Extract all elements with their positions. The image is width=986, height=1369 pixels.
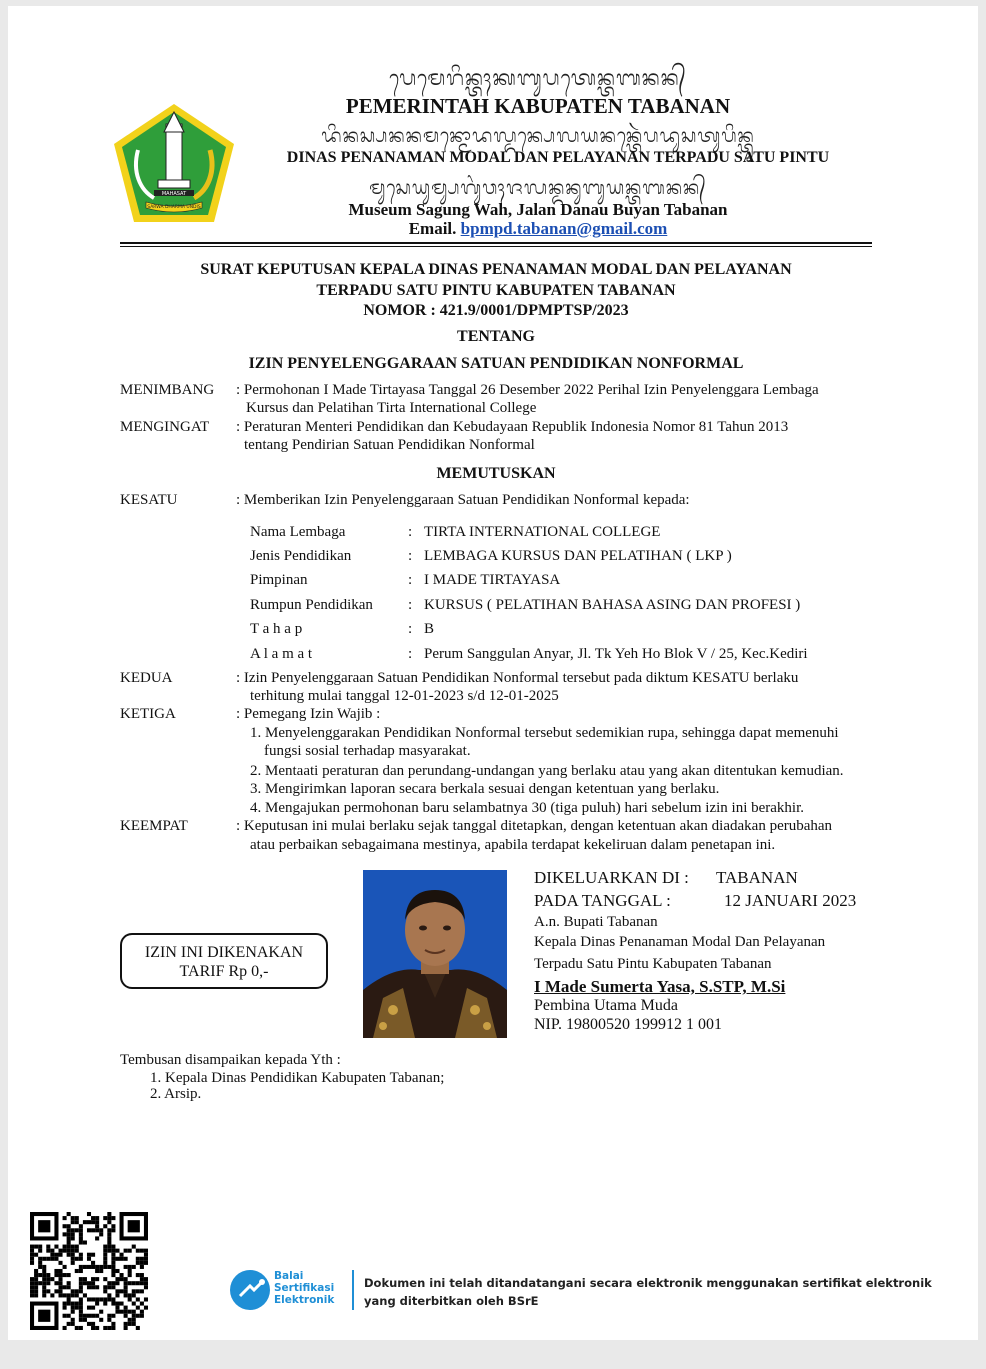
decree-number: NOMOR : 421.9/0001/DPMPTSP/2023 bbox=[363, 302, 629, 319]
esign-note-line-1: Dokumen ini telah ditandatangani secara elektronik menggunakan sertifikat elektronik bbox=[364, 1276, 932, 1290]
tarif-line-2: TARIF Rp 0,- bbox=[179, 963, 269, 980]
mengingat-text-1: : Peraturan Menteri Pendidikan dan Kebudayaan Republik Indonesia Nomor 81 Tahun 2013 bbox=[236, 419, 789, 435]
field-colon: : bbox=[408, 597, 413, 613]
bsre-wordmark-line: Sertifikasi bbox=[274, 1282, 335, 1294]
keempat-text-1: : Keputusan ini mulai berlaku sejak tanggal ditetapkan, dengan ketentuan akan diadakan perubahan bbox=[236, 818, 833, 834]
signer-name: I Made Sumerta Yasa, S.STP, M.Si bbox=[534, 977, 786, 996]
field-value: B bbox=[424, 621, 435, 637]
issued-date-label: PADA TANGGAL : bbox=[534, 891, 671, 910]
menimbang-text-1: : Permohonan I Made Tirtayasa Tanggal 26 Desember 2022 Perihal Izin Penyelenggara Lembaga bbox=[236, 382, 819, 398]
field-colon: : bbox=[408, 572, 413, 588]
obligation-item: 4. Mengajukan permohonan baru selambatnya 30 (tiga puluh) hari sebelum izin ini berakhir. bbox=[250, 800, 805, 816]
field-colon: : bbox=[408, 646, 413, 662]
field-value: LEMBAGA KURSUS DAN PELATIHAN ( LKP ) bbox=[424, 548, 732, 564]
tentang-heading: TENTANG bbox=[457, 328, 535, 345]
signer-position-1: Kepala Dinas Penanaman Modal Dan Pelayanan bbox=[534, 934, 826, 950]
decree-title-line-1: SURAT KEPUTUSAN KEPALA DINAS PENANAMAN MODAL DAN PELAYANAN bbox=[200, 261, 792, 278]
signer-rank: Pembina Utama Muda bbox=[534, 997, 678, 1014]
field-colon: : bbox=[408, 524, 413, 540]
kedua-text-1: : Izin Penyelenggaraan Satuan Pendidikan Nonformal tersebut pada diktum KESATU berlaku bbox=[236, 670, 799, 686]
issued-at-place: TABANAN bbox=[716, 868, 798, 887]
email-line bbox=[338, 219, 738, 239]
signer-nip: NIP. 19800520 199912 1 001 bbox=[534, 1016, 723, 1033]
signer-position-2: Terpadu Satu Pintu Kabupaten Tabanan bbox=[534, 956, 772, 972]
obligation-item: 1. Menyelenggarakan Pendidikan Nonformal tersebut sedemikian rupa, sehingga dapat memenuhi bbox=[250, 725, 839, 741]
mengingat-label: MENGINGAT bbox=[120, 419, 210, 435]
esign-note-line-2: yang diterbitkan oleh BSrE bbox=[364, 1294, 539, 1308]
field-value: I MADE TIRTAYASA bbox=[424, 572, 561, 588]
field-colon: : bbox=[408, 621, 413, 637]
keempat-text-2: atau perbaikan sebagaimana mestinya, apabila terdapat kekeliruan dalam penetapan ini. bbox=[250, 837, 776, 853]
balinese-script-line-3: ᬫᬸᬲᬾᬬᬸᬫ᭄ᬲᬕᬸᬂᬯᬄᬚᬮᬦ᭄ᬤᬦᬸᬩᬸᬬᬦ᭄ᬢᬩᬦᬦ᭄ bbox=[369, 177, 707, 199]
email-label: Email. bbox=[408, 219, 457, 238]
bsre-divider bbox=[352, 1270, 354, 1310]
bsre-logo-icon bbox=[228, 1268, 278, 1312]
official-photo bbox=[363, 870, 507, 1038]
field-label: T a h a p bbox=[250, 621, 303, 637]
field-label: Rumpun Pendidikan bbox=[250, 597, 373, 613]
email-link[interactable]: bpmpd.tabanan@gmail.com bbox=[460, 219, 668, 238]
kedua-text-2: terhitung mulai tanggal 12-01-2023 s/d 12-01-2025 bbox=[250, 688, 559, 704]
keempat-label: KEEMPAT bbox=[120, 818, 188, 834]
ketiga-label: KETIGA bbox=[120, 706, 176, 722]
menimbang-label: MENIMBANG bbox=[120, 382, 215, 398]
issued-date: 12 JANUARI 2023 bbox=[724, 891, 857, 910]
balinese-script-line-2: ᬤᬶᬦᬲ᭄ᬧᬦᬦᬫᬦ᭄ᬫᭀᬤᬮ᭄ᬤᬦ᭄ᬧᬾᬮᬬᬦᬦ᭄ᬢᬾᬃᬧᬤᬸᬲᬢᬸᬧᬶᬦ᭄ᬢᬸ bbox=[321, 125, 755, 147]
bsre-wordmark-line: Balai bbox=[274, 1270, 304, 1282]
ketiga-intro: : Pemegang Izin Wajib : bbox=[236, 706, 381, 722]
header-divider-thin bbox=[120, 246, 872, 247]
verification-qr-code[interactable] bbox=[30, 1212, 148, 1330]
field-colon: : bbox=[408, 548, 413, 564]
field-value: TIRTA INTERNATIONAL COLLEGE bbox=[424, 524, 661, 540]
bsre-wordmark-line: Elektronik bbox=[274, 1294, 335, 1306]
balinese-script-line-1: ᬧᬾᬫᬾᬭᬶᬦ᭄ᬢᬄᬓᬩᬸᬧᬢᬾᬦ᭄ᬢᬩᬦᬦ᭄ bbox=[389, 66, 687, 90]
tabanan-logo bbox=[110, 102, 238, 226]
issued-at-label: DIKELUARKAN DI : bbox=[534, 868, 689, 887]
memutuskan-heading: MEMUTUSKAN bbox=[436, 465, 556, 482]
on-behalf-of: A.n. Bupati Tabanan bbox=[534, 914, 658, 930]
field-value: Perum Sanggulan Anyar, Jl. Tk Yeh Ho Blok V / 25, Kec.Kediri bbox=[424, 646, 808, 662]
kesatu-label: KESATU bbox=[120, 492, 178, 508]
header-divider bbox=[120, 242, 872, 244]
tarif-box bbox=[120, 933, 328, 989]
agency-name: DINAS PENANAMAN MODAL DAN PELAYANAN TERPADU SATU PINTU bbox=[286, 149, 830, 166]
decree-subject: IZIN PENYELENGGARAAN SATUAN PENDIDIKAN NONFORMAL bbox=[248, 355, 744, 372]
mengingat-text-2: tentang Pendirian Satuan Pendidikan Nonformal bbox=[244, 437, 535, 453]
tembusan-item: 1. Kepala Dinas Pendidikan Kabupaten Tabanan; bbox=[150, 1070, 445, 1086]
field-label: Pimpinan bbox=[250, 572, 308, 588]
kedua-label: KEDUA bbox=[120, 670, 173, 686]
logo-ribbon-text: SARWA DHARMA UNDIS bbox=[147, 205, 201, 210]
obligation-item: 3. Mengirimkan laporan secara berkala sesuai dengan ketentuan yang berlaku. bbox=[250, 781, 720, 797]
org-name: PEMERINTAH KABUPATEN TABANAN bbox=[345, 94, 731, 118]
obligation-item: fungsi sosial terhadap masyarakat. bbox=[264, 743, 471, 759]
obligation-item: 2. Mentaati peraturan dan perundang-undangan yang berlaku atau yang akan ditentukan kemudian. bbox=[250, 763, 844, 779]
office-address: Museum Sagung Wah, Jalan Danau Buyan Tabanan bbox=[348, 200, 728, 219]
field-value: KURSUS ( PELATIHAN BAHASA ASING DAN PROFESI ) bbox=[424, 597, 801, 613]
document-page bbox=[8, 6, 978, 1340]
kesatu-text: : Memberikan Izin Penyelenggaraan Satuan Pendidikan Nonformal kepada: bbox=[236, 492, 690, 508]
tarif-line-1: IZIN INI DIKENAKAN bbox=[144, 944, 304, 961]
bsre-wordmark bbox=[274, 1270, 334, 1306]
field-label: Jenis Pendidikan bbox=[250, 548, 352, 564]
field-label: Nama Lembaga bbox=[250, 524, 346, 540]
decree-title-line-2: TERPADU SATU PINTU KABUPATEN TABANAN bbox=[316, 282, 676, 299]
tembusan-title: Tembusan disampaikan kepada Yth : bbox=[120, 1052, 341, 1068]
field-label: A l a m a t bbox=[250, 646, 313, 662]
logo-band-text: MAHASAT bbox=[161, 191, 187, 197]
menimbang-text-2: Kursus dan Pelatihan Tirta International College bbox=[246, 400, 537, 416]
tembusan-item: 2. Arsip. bbox=[150, 1086, 202, 1102]
